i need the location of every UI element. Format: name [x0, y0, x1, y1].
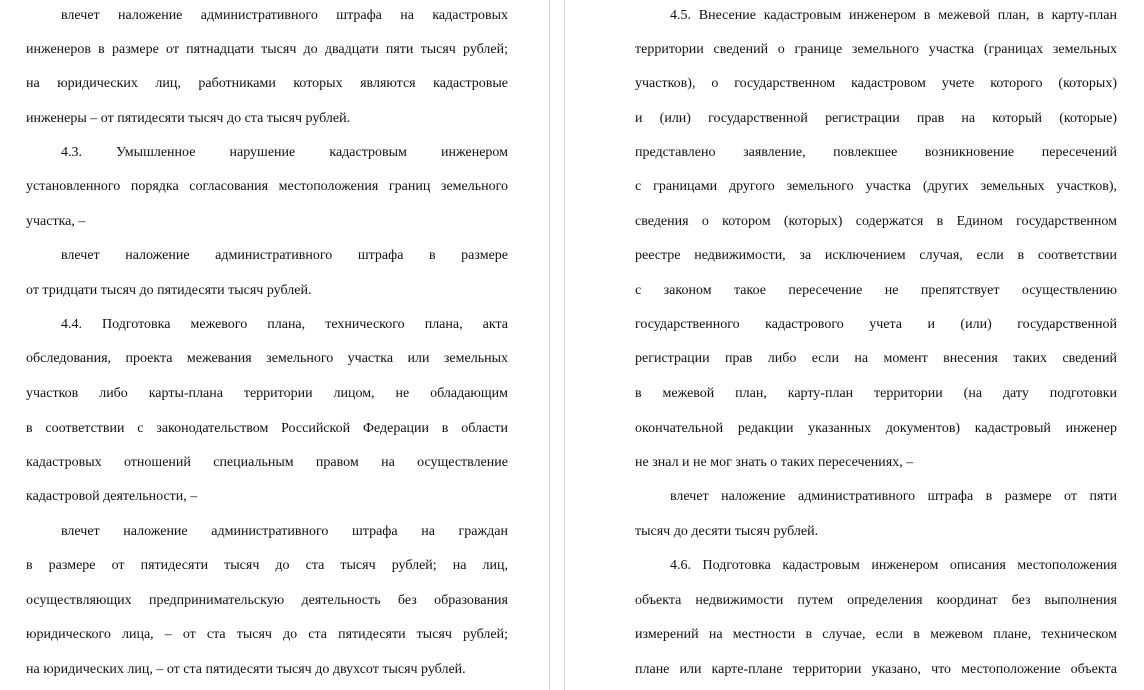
text-line: на юридических лиц, работниками которых являются кадастровые — [26, 76, 508, 91]
text-line: в соответствии с законодательством Российской Федерации в области — [26, 421, 508, 436]
text-line: участков), о государственном кадастровом учете которого (которых) — [635, 76, 1117, 91]
text-line: кадастровой деятельности, – — [26, 489, 198, 504]
text-line: государственного кадастрового учета и (или) государственной — [635, 317, 1117, 332]
text-line: обследования, проекта межевания земельного участка или земельных — [26, 351, 508, 366]
text-line: и (или) государственной регистрации прав на который (которые) — [635, 111, 1117, 126]
text-line: реестре недвижимости, за исключением случая, если в соответствии — [635, 248, 1117, 263]
document-page-left — [0, 0, 549, 690]
text-line: 4.4. Подготовка межевого плана, технического плана, акта — [61, 317, 508, 332]
text-line: регистрации прав либо если на момент внесения таких сведений — [635, 351, 1117, 366]
text-line: с законом такое пересечение не препятствует осуществлению — [635, 283, 1117, 298]
text-line: представлено заявление, повлекшее возникновение пересечений — [635, 145, 1117, 160]
text-line: 4.5. Внесение кадастровым инженером в межевой план, в карту-план — [670, 8, 1117, 23]
text-line: влечет наложение административного штрафа в размере — [61, 248, 508, 263]
text-line: от тридцати тысяч до пятидесяти тысяч рублей. — [26, 283, 312, 298]
text-line: влечет наложение административного штрафа на граждан — [61, 524, 508, 539]
text-line: кадастровых отношений специальным правом на осуществление — [26, 455, 508, 470]
text-line: инженеры – от пятидесяти тысяч до ста тысяч рублей. — [26, 111, 351, 126]
text-line: участков либо карты-плана территории лицом, не обладающим — [26, 386, 508, 401]
text-line: влечет наложение административного штрафа в размере от пяти — [670, 489, 1117, 504]
text-line: инженеров в размере от пятнадцати тысяч до двадцати пяти тысяч рублей; — [26, 42, 508, 57]
text-line: измерений на местности в случае, если в межевом плане, техническом — [635, 627, 1117, 642]
text-line: в размере от пятидесяти тысяч до ста тысяч рублей; на лиц, — [26, 558, 508, 573]
text-line: влечет наложение административного штрафа на кадастровых — [61, 8, 508, 23]
text-line: юридического лица, – от ста тысяч до ста пятидесяти тысяч рублей; — [26, 627, 508, 642]
text-line: 4.3. Умышленное нарушение кадастровым инженером — [61, 145, 508, 160]
text-line: территории сведений о границе земельного участка (границах земельных — [635, 42, 1117, 57]
text-line: сведения о котором (которых) содержатся в Едином государственном — [635, 214, 1117, 229]
document-page-right — [565, 0, 1144, 690]
text-line: не знал и не мог знать о таких пересечениях, – — [635, 455, 914, 470]
text-line: с границами другого земельного участка (других земельных участков), — [635, 179, 1117, 194]
text-line: объекта недвижимости путем определения координат без выполнения — [635, 593, 1117, 608]
text-line: тысяч до десяти тысяч рублей. — [635, 524, 819, 539]
text-line: участка, – — [26, 214, 86, 229]
text-line: в межевой план, карту-план территории (на дату подготовки — [635, 386, 1117, 401]
text-line: на юридических лиц, – от ста пятидесяти тысяч до двухсот тысяч рублей. — [26, 662, 466, 677]
page-separator — [549, 0, 565, 690]
text-line: окончательной редакции указанных документов) кадастровый инженер — [635, 421, 1117, 436]
text-line: установленного порядка согласования местоположения границ земельного — [26, 179, 508, 194]
text-line: плане или карте-плане территории указано, что местоположение объекта — [635, 662, 1117, 677]
text-line: осуществляющих предпринимательскую деятельность без образования — [26, 593, 508, 608]
text-line: 4.6. Подготовка кадастровым инженером описания местоположения — [670, 558, 1117, 573]
